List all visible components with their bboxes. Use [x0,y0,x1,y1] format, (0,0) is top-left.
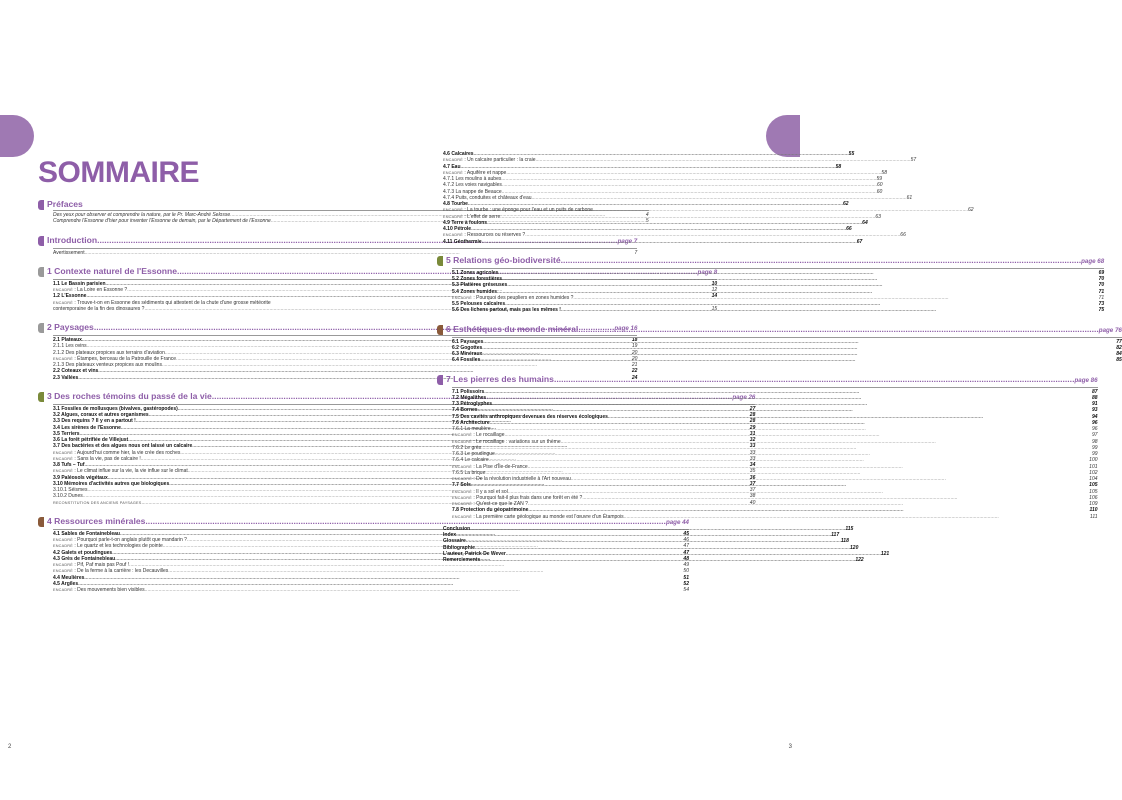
toc-entry-title: ENCADRÉ : Pif, Paf mais pas Pouf ! [53,562,130,568]
toc-entry-title: Avertissement [53,249,85,256]
chapter-tab-left [0,115,34,157]
toc-entry-page: 22 [631,368,638,375]
toc-entry-title: L'auteur, Patrick De Wever [443,550,506,557]
right-chapter-list [437,254,1122,520]
toc-entry-page: 91 [1091,401,1098,407]
toc-entry-page: 96 [1091,419,1098,426]
toc-entry-page: 47 [683,543,689,550]
toc-entry-title: ENCADRÉ : Étampes, berceau de la Patrouille de France [53,355,177,362]
toc-entry-page: 20 [631,355,638,362]
toc-entry-title: 3.6 La forêt pétrifiée de Villejust [53,437,129,443]
toc-entry-page: 34 [749,462,756,468]
toc-entry-title [53,500,142,506]
toc-entry-title: ENCADRÉ : Pourquoi fait-il plus frais dans une forêt en été ? [452,494,583,501]
toc-entry-page: 21 [631,362,638,368]
encadre-tag: ENCADRÉ [452,439,472,444]
toc-entry-title: 2.1.1 Les ovins [53,343,87,350]
toc-entry-page: 110 [1089,507,1098,514]
chapter-heading[interactable] [446,323,1122,337]
toc-entry-page: 97 [1091,432,1098,439]
toc-entry-title: 4.7 Eau [443,163,461,170]
toc-entry-title: 4.1 Sables de Fontainebleau [53,530,120,537]
toc-entry-title: 7.8 Protection du géopatrimoine [452,507,529,514]
toc-entry-page: 62 [843,201,849,207]
toc-entry-title: ENCADRÉ : Qu'est-ce que le ZAN ? [452,501,528,507]
toc-entry-page: 70 [1098,276,1105,282]
toc-entry-title: 3.10.1 Séismes [53,487,88,493]
toc-entry-page: 109 [1089,501,1098,507]
toc-entry-page: 36 [749,474,756,481]
toc-entry-title: 4.7.4 Puits, conduites et châteaux d'eau [443,194,532,201]
toc-entry-title: Conclusion [443,525,471,532]
page-number-right: 3 [788,744,792,750]
toc-entry-page: 20 [631,349,638,356]
toc-entry[interactable] [452,307,1104,313]
toc-entry-title: 6.1 Paysages [452,338,484,345]
toc-entry-page: 33 [749,455,756,462]
chapter-bullet-icon [38,200,44,210]
toc-entry-title: 4.6 Calcaires [443,151,474,157]
toc-entry-page: 54 [683,587,689,593]
encadre-tag: ENCADRÉ [443,214,463,219]
toc-entry-page: 63 [875,213,881,220]
chapter-title: 7 Les pierres des humains [446,373,554,384]
toc-entry-title: Index [443,532,457,538]
toc-entry-title: 4.11 Géothermie [443,238,482,245]
chapter-page: page 76 [1098,326,1122,334]
encadre-tag: ENCADRÉ [53,356,73,361]
toc-entry-page: 69 [1098,269,1105,276]
encadre-tag: ENCADRÉ [53,544,73,549]
toc-entry-title: 4.7.2 Les voies navigables [443,182,502,189]
toc-entry-title: Comprendre l'Essonne d'hier pour inventer l'Essonne de demain, par le Département de l'Essonne [53,218,271,225]
toc-entry-page: 35 [749,468,756,475]
toc-entry-page: 28 [749,412,756,418]
encadre-tag: ENCADRÉ [53,300,73,305]
toc-entry-title: ENCADRÉ : Trouve-t-on en Essonne des sédiments qui attestent de la chute d'une grosse météorite [53,299,271,306]
toc-entry-title: 6.2 Gogottes [452,344,483,351]
toc-entry-page: 70 [1098,282,1105,289]
chapter-entries [452,337,1122,364]
toc-entry-title: ENCADRÉ : Le climat influe sur la vie, la vie influe sur le climat [53,468,188,475]
page-title: SOMMAIRE [38,156,199,189]
toc-entry-title: 7.6.4 Le calcaire [452,457,489,464]
toc-entry-title: 4.9 Terre à foulons [443,219,488,226]
toc-entry-page: 49 [683,562,689,568]
toc-entry-page: 67 [856,238,863,245]
toc-entry-page: 101 [1089,463,1098,470]
toc-entry-page: 85 [1116,357,1122,364]
toc-entry-page: 111 [1089,513,1098,520]
toc-entry-title: 3.8 Tufs – Tuf [53,462,85,468]
dot-leader [578,323,1099,337]
toc-entry-title: ENCADRÉ : Le rocaillage : variations sur un thème [452,438,561,445]
toc-entry-title: 5.4 Zones humides [452,288,498,295]
toc-entry-page: 12 [711,287,718,293]
toc-entry-page: 84 [1116,351,1122,357]
chapter-bullet-icon [38,392,44,402]
toc-entry-page: 45 [683,530,689,537]
toc-entry-page: 71 [1098,294,1105,301]
toc-entry-title: 7.7 Sols [452,482,471,489]
toc-entry-title: 3.10 Mémoires d'activités autres que biologiques [53,480,170,487]
encadre-tag: ENCADRÉ [53,538,73,542]
toc-entry-title: 5.3 Platières gréseuses [452,282,508,289]
toc-entry-title: 7.6.2 Le grès [452,444,482,451]
encadre-tag: ENCADRÉ [443,158,463,163]
toc-entry-page: 37 [749,487,756,493]
toc-entry-title: 4.8 Tourbe [443,201,468,207]
right-page-column [437,150,1122,563]
toc-entry-page: 29 [749,424,756,431]
chapter-title: Préfaces [47,199,83,209]
toc-entry-title: ENCADRÉ : Aujourd'hui comme hier, la vie crée des roches [53,449,181,456]
toc-entry-page: 47 [683,549,689,556]
toc-entry-page: 88 [1091,394,1098,401]
chapter-title: 5 Relations géo-biodiversité [446,254,561,265]
toc-entry-page: 59 [876,176,883,182]
encadre-tag: ENCADRÉ [53,563,73,567]
toc-entry-title: ENCADRÉ : La Pise d'Île-de-France [452,463,528,470]
toc-entry-title: contemporaine de la fin des dinosaures ? [53,305,145,312]
continued-entry-list [443,150,974,245]
toc-entry-title: 7.1 Polissoirs [452,388,485,395]
toc-entry-page: 122 [855,557,864,563]
toc-entry-title: 4.10 Pétrole [443,226,472,232]
toc-entry-title: 3.9 Paléosols végétaux [53,474,108,481]
toc-entry-page: 33 [749,449,756,456]
dot-leader [561,307,1099,313]
toc-entry-page: 62 [968,207,974,214]
toc-entry-page: 14 [711,293,718,300]
toc-entry-page: 105 [1089,488,1098,495]
dot-leader [145,587,684,593]
encadre-tag: RECONSTITUTION DES ANCIENS PAYSAGES [53,500,142,505]
toc-entry-title: 5.1 Zones agricoles [452,269,499,276]
encadre-tag: ENCADRÉ [443,208,463,213]
chapter-title: 6 Esthétiques du monde minéral [446,323,579,334]
toc-entry-title: 3.3 Des requins ? Il y en a partout ! [53,418,136,425]
chapter-bullet-icon [38,517,44,527]
chapter-bullet-icon [38,236,44,246]
toc-entry-page: 104 [1089,476,1098,482]
chapter-page: page 44 [665,518,689,526]
toc-entry[interactable] [443,238,863,245]
toc-entry-title: 4.3 Grès de Fontainebleau [53,555,116,562]
chapter-title: 4 Ressources minérales [47,515,146,526]
toc-entry-title: Glossaire [443,538,466,545]
toc-entry-page: 75 [1098,307,1105,314]
toc-entry-page: 52 [683,580,689,587]
toc-entry-page: 51 [683,574,689,581]
chapter-page: page 86 [1074,376,1098,384]
encadre-tag: ENCADRÉ [452,502,472,506]
encadre-tag: ENCADRÉ [452,514,472,519]
toc-entry-page: 77 [1116,338,1122,345]
toc-entry-title: 2.1.3 Des plateaux venteux propices aux moulins [53,362,162,368]
toc-entry-page: 37 [749,480,756,487]
toc-entry-page: 118 [840,538,849,545]
toc-entry-page: 24 [631,374,638,381]
toc-entry-title: ENCADRÉ : Le rocaillage [452,432,505,439]
toc-entry-page: 38 [749,493,756,500]
toc-entry-title: ENCADRÉ : Le quartz et les technologies de pointe [53,543,163,550]
toc-entry[interactable] [452,514,1098,520]
toc-entry-title: 1.2 L'Essonne [53,293,87,300]
toc-entry-page: 82 [1116,344,1122,351]
toc-entry-page: 99 [1091,444,1098,451]
toc-entry-page: 117 [831,532,840,538]
toc-entry-page: 58 [835,163,842,170]
encadre-tag: ENCADRÉ [452,477,472,481]
toc-entry-title: 7.4 Bornes [452,407,478,414]
toc-entry-page: 46 [683,537,689,543]
toc-entry-title: 5.6 Des lichens partout, mais pas les mêmes ! [452,307,561,314]
toc-entry-page: 18 [631,337,638,343]
toc-entry-title: 5.2 Zones forestières [452,276,503,282]
toc-entry-page: 33 [749,443,756,450]
toc-entry-title: ENCADRÉ : Un calcaire particulier : la craie [443,157,536,164]
toc-entry-title: 2.1 Plateaux [53,337,82,343]
encadre-tag: ENCADRÉ [53,288,73,292]
toc-entry-page: 93 [1091,407,1098,414]
toc-entry-title: 3.2 Algues, coraux et autres organismes [53,412,149,418]
toc-entry-title: ENCADRÉ : De la ferme à la carrière : les Decauvilles [53,568,169,575]
chapter-entries [452,387,1098,520]
toc-entry[interactable] [443,557,864,563]
dot-leader [624,514,1090,520]
encadre-tag: ENCADRÉ [53,456,73,461]
encadre-tag: ENCADRÉ [452,295,472,300]
toc-entry-title: 2.1.2 Des plateaux propices aux terrains d'aviation [53,349,165,356]
chapter-title: Introduction [47,234,98,245]
dot-leader [480,557,855,563]
toc-entry-title: 6.4 Fossiles [452,357,481,364]
toc-entry-title: 7.5 Des cavités anthropiques devenues des réserves écologiques [452,413,608,420]
toc-entry-title: 4.4 Meulières [53,574,85,581]
toc-entry-page: 4 [645,212,649,218]
chapter-section [437,323,1122,364]
toc-entry-page: 94 [1091,413,1098,420]
toc-entry-page: 73 [1098,301,1105,307]
toc-entry-page: 32 [749,437,756,443]
encadre-tag: ENCADRÉ [53,569,73,574]
chapter-title: 2 Paysages [47,322,94,332]
toc-entry-page: 96 [1091,426,1098,432]
toc-entry-page: 61 [906,194,913,201]
toc-entry-title: 7.6.5 La brique [452,469,486,476]
toc-entry-page: 71 [1098,288,1105,295]
toc-entry-title: ENCADRÉ : Sans la vie, pas de calcaire ! [53,455,141,462]
chapter-bullet-icon [437,256,443,266]
chapter-bullet-icon [437,325,443,335]
toc-entry[interactable] [452,357,1122,363]
toc-entry-page: 40 [749,499,756,506]
toc-entry-title: 2.2 Coteaux et vins [53,368,99,375]
toc-entry-page: 106 [1089,494,1098,501]
toc-entry-title: 7.2 Mégalithes [452,394,487,401]
dot-leader [554,373,1075,387]
toc-entry-page: 57 [910,157,917,164]
toc-entry-title: 3.5 Terriers [53,430,80,437]
toc-entry-title: Des yeux pour observer et comprendre la nature, par le Pr. Marc-André Selosse [53,212,231,218]
toc-entry-page: 48 [683,555,689,562]
toc-entry-page: 55 [848,151,855,157]
toc-entry-page: 58 [881,169,887,176]
toc-entry-title: ENCADRÉ : La première carte géologique au monde est l'œuvre d'un Étampois [452,513,624,520]
toc-entry-page: 121 [880,550,890,557]
toc-entry-title: 2.3 Vallées [53,374,79,381]
chapter-page: page 26 [732,393,756,401]
end-matter-list [443,525,890,564]
toc-entry-page: 99 [1091,451,1098,457]
toc-entry-title: 5.5 Pelouses calcaires [452,301,506,307]
encadre-tag: ENCADRÉ [452,495,472,500]
toc-entry[interactable] [53,587,689,593]
encadre-tag: ENCADRÉ [443,170,463,175]
toc-entry-title: ENCADRÉ : La tourbe : une éponge pour l'eau et un puits de carbone [443,207,593,214]
toc-entry-title: ENCADRÉ : Pourquoi des peupliers en zones humides ? [452,294,574,301]
toc-entry-page: 66 [900,232,906,239]
toc-entry-title: 6.3 Minéraux [452,351,483,357]
toc-entry-title: ENCADRÉ : L'effet de serre [443,213,501,220]
chapter-title: 1 Contexte naturel de l'Essonne [47,265,178,276]
toc-entry-title: 3.4 Les sirènes de l'Essonne [53,424,121,431]
toc-entry-page: 10 [711,280,718,287]
toc-entry-title: ENCADRÉ : Pourquoi parle-t-on anglais plutôt que mandarin ? [53,537,187,543]
toc-entry-page: 50 [683,568,689,575]
toc-entry-page: 15 [711,305,718,312]
encadre-tag: ENCADRÉ [53,469,73,474]
encadre-tag: ENCADRÉ [452,489,472,494]
toc-entry-title: ENCADRÉ : Ressources ou réserves ? [443,232,526,239]
chapter-page: page 7 [617,237,638,245]
toc-entry-title: 7.3 Pétroglyphes [452,401,493,407]
chapter-heading[interactable] [446,254,1104,268]
toc-entry-title: ENCADRÉ : La Loire en Essonne ? [53,287,128,293]
dot-leader [561,254,1082,268]
chapter-bullet-icon [38,323,44,333]
toc-entry-title: 7.6.3 Le poudingue [452,451,495,457]
toc-entry-title: Bibliographie [443,544,475,551]
toc-entry-page: 105 [1089,482,1098,489]
chapter-heading[interactable] [446,373,1098,387]
toc-entry-page: 115 [845,525,854,532]
toc-entry-page: 5 [645,218,649,225]
toc-entry-page: 28 [749,418,756,425]
toc-entry-title: 4.7.1 Les moulins à aubes [443,176,502,182]
toc-entry-page: 66 [846,226,852,232]
toc-entry-title: ENCADRÉ : De la révolution industrielle à l'Art nouveau [452,476,571,482]
chapter-title: 3 Des roches témoins du passé de la vie [47,390,212,401]
toc-entry-page: 100 [1089,457,1098,464]
toc-entry-page: 19 [631,343,638,350]
dot-leader [480,357,1116,363]
toc-entry-page: 31 [749,430,756,437]
toc-entry-page: 7 [634,249,638,256]
toc-entry-page: 64 [862,219,868,226]
chapter-page: page 68 [1081,257,1105,265]
chapter-bullet-icon [437,375,443,385]
chapter-section [437,373,1098,520]
toc-entry-title: ENCADRÉ : Des mouvements bien visibles [53,587,145,593]
encadre-tag: ENCADRÉ [443,233,463,238]
toc-entry-page: 98 [1091,438,1098,445]
dot-leader [482,239,857,245]
toc-entry-page: 102 [1089,469,1098,476]
chapter-bullet-icon [38,267,44,277]
chapter-page: page 8 [697,268,718,276]
toc-entry-page: 27 [749,405,756,412]
toc-entry-title: 4.7.3 La nappe de Beauce [443,188,502,195]
page-number-left: 2 [8,744,12,750]
chapter-page: page 16 [614,325,638,332]
encadre-tag: ENCADRÉ [53,450,73,455]
toc-entry-page: 60 [877,182,883,189]
toc-entry-page: 87 [1091,388,1098,395]
toc-entry-page: 120 [850,544,859,551]
toc-entry-title: 3.10.2 Dunes [53,493,83,500]
chapter-section [437,254,1105,314]
toc-entry-title: Remerciements [443,557,481,563]
encadre-tag: ENCADRÉ [452,433,472,438]
toc-entry-title: 3.1 Fossiles de mollusques (bivalves, gastéropodes) [53,405,178,412]
toc-entry-page: 60 [876,188,883,195]
toc-entry-title: ENCADRÉ : Aquifère et nappe [443,169,507,176]
toc-entry-title: 4.5 Argiles [53,580,79,587]
toc-entry-title: 3.7 Des bactéries et des algues nous ont laissé un calcaire [53,443,193,450]
toc-entry-title: 4.2 Galets et poudingues [53,549,113,556]
encadre-tag: ENCADRÉ [452,464,472,469]
toc-entry-title: ENCADRÉ : Il y a sol et sol [452,488,508,495]
chapter-entries [452,268,1104,314]
encadre-tag: ENCADRÉ [53,588,73,592]
toc-entry-title: 7.6 Architecture [452,419,490,426]
toc-entry-title: 7.6.1 La meulière [452,426,491,432]
toc-entry-title: 1.1 Le Bassin parisien [53,280,106,287]
